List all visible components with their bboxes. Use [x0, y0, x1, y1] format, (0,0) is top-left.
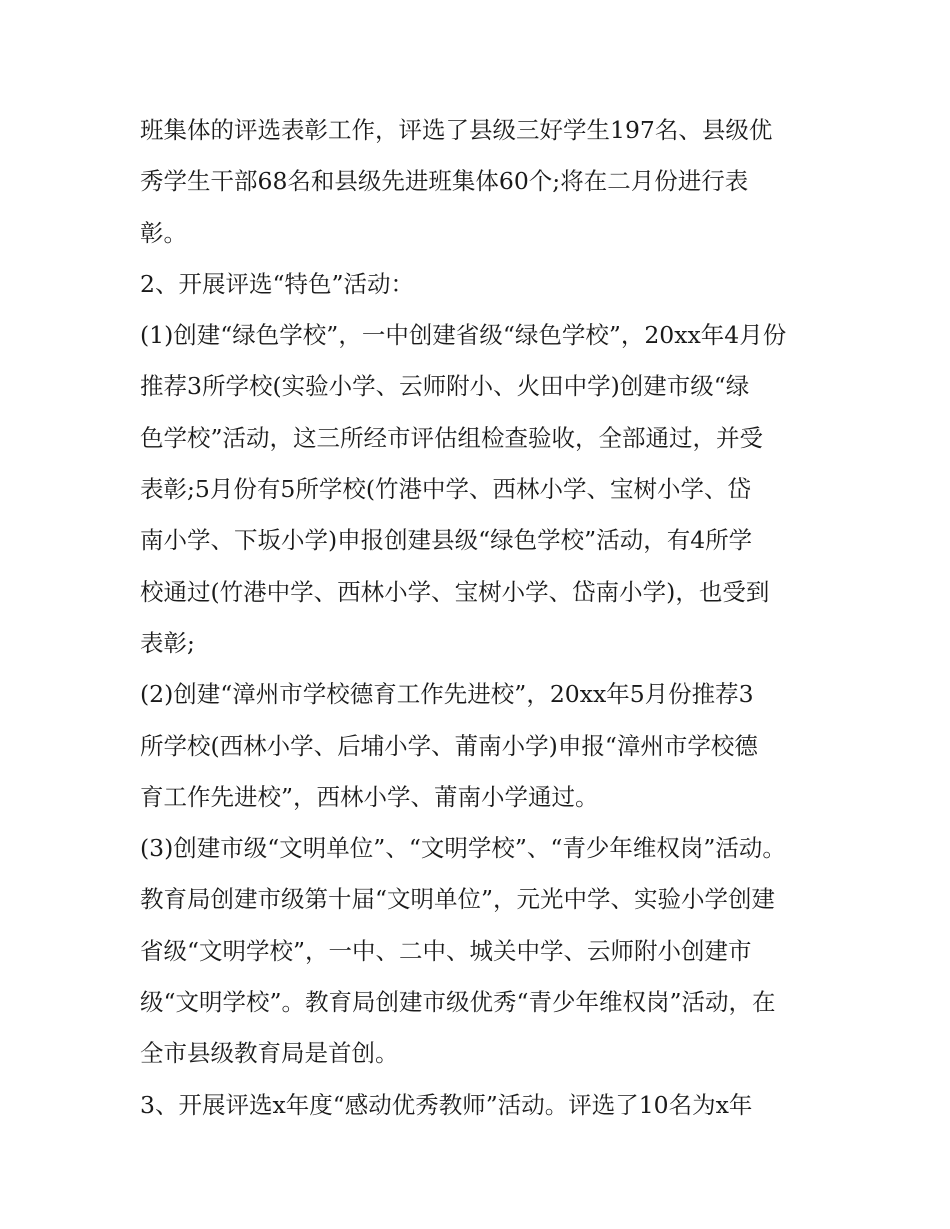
text-line: 全市县级教育局是首创。	[140, 1039, 399, 1068]
text-line: 彰。	[140, 218, 187, 247]
text-line: (1)创建“绿色学校”，一中创建省级“绿色学校”，20xx年4月份	[140, 321, 787, 350]
text-line: (3)创建市级“文明单位”、“文明学校”、“青少年维权岗”活动。	[140, 834, 786, 863]
text-line: 班集体的评选表彰工作，评选了县级三好学生197名、县级优	[140, 116, 773, 144]
text-line: 推荐3所学校(实验小学、云师附小、火田中学)创建市级“绿	[140, 372, 750, 401]
text-line: 教育局创建市级第十届“文明单位”，元光中学、实验小学创建	[140, 885, 776, 914]
text-line: 表彰;5月份有5所学校(竹港中学、西林小学、宝树小学、岱	[140, 475, 751, 504]
text-line: 所学校(西林小学、后埔小学、莆南小学)申报“漳州市学校德	[140, 731, 758, 760]
text-line: 校通过(竹港中学、西林小学、宝树小学、岱南小学)，也受到	[140, 577, 770, 606]
text-line: 秀学生干部68名和县级先进班集体60个;将在二月份进行表	[140, 167, 749, 196]
document-body	[140, 105, 820, 1131]
text-line: 育工作先进校”，西林小学、莆南小学通过。	[140, 782, 599, 811]
text-line: (2)创建“漳州市学校德育工作先进校”，20xx年5月份推荐3	[140, 680, 754, 709]
text-line: 表彰;	[140, 628, 195, 657]
text-line: 色学校”活动，这三所经市评估组检查验收，全部通过，并受	[140, 423, 764, 452]
text-line: 级“文明学校”。教育局创建市级优秀“青少年维权岗”活动，在	[140, 988, 776, 1017]
text-line: 3、开展评选x年度“感动优秀教师”活动。评选了10名为x年	[140, 1090, 753, 1119]
text-line: 2、开展评选“特色”活动：	[140, 269, 414, 298]
text-line: 南小学、下坂小学)申报创建县级“绿色学校”活动，有4所学	[140, 526, 753, 555]
text-line: 省级“文明学校”，一中、二中、城关中学、云师附小创建市	[140, 936, 752, 965]
